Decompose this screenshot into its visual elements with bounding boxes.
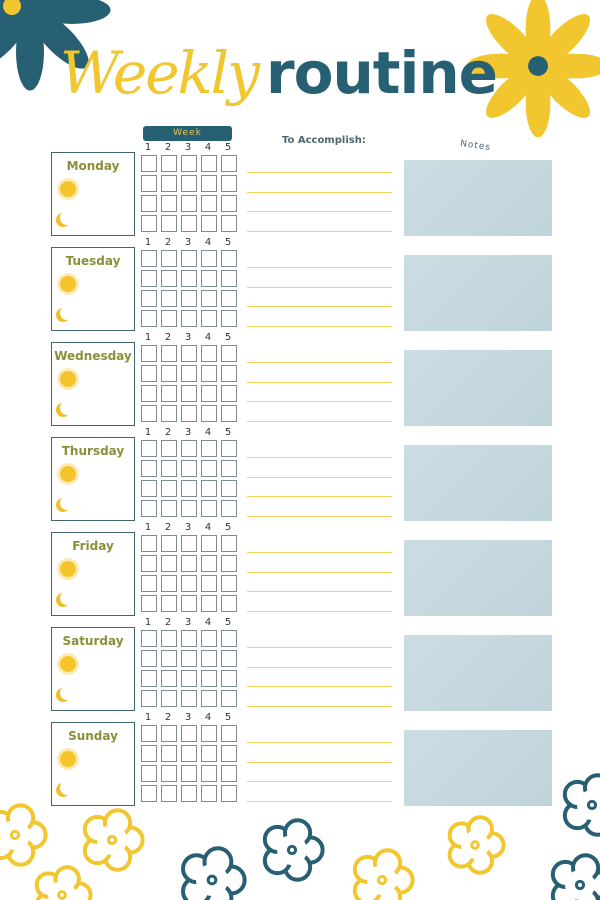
task-line[interactable]: [247, 401, 392, 402]
checkbox[interactable]: [161, 290, 177, 307]
moon-icon: [60, 401, 74, 415]
task-line[interactable]: [247, 211, 392, 212]
checkbox[interactable]: [201, 290, 217, 307]
checkbox[interactable]: [161, 385, 177, 402]
sun-icon: [60, 181, 76, 197]
task-line[interactable]: [247, 306, 392, 307]
checkbox[interactable]: [161, 480, 177, 497]
checkbox[interactable]: [161, 535, 177, 552]
week-number: 1: [144, 712, 152, 723]
day-box: [51, 532, 135, 616]
day-row-friday: [0, 522, 600, 627]
week-number: 5: [224, 332, 232, 343]
checkbox[interactable]: [181, 480, 197, 497]
checkbox[interactable]: [141, 250, 157, 267]
task-line[interactable]: [247, 781, 392, 782]
day-row-tuesday: [0, 237, 600, 342]
notes-panel[interactable]: [404, 350, 552, 426]
checkbox[interactable]: [221, 500, 237, 517]
checkbox[interactable]: [201, 215, 217, 232]
day-name: Monday: [66, 159, 120, 173]
checkbox[interactable]: [221, 195, 237, 212]
task-line[interactable]: [247, 516, 392, 517]
checkbox[interactable]: [201, 745, 217, 762]
checkbox[interactable]: [221, 555, 237, 572]
flower-icon: [37, 867, 91, 900]
checkbox[interactable]: [181, 535, 197, 552]
checkbox[interactable]: [161, 365, 177, 382]
checkbox[interactable]: [201, 725, 217, 742]
day-box: [51, 722, 135, 806]
checkbox[interactable]: [181, 555, 197, 572]
day-box: [51, 342, 135, 426]
checkbox[interactable]: [181, 630, 197, 647]
checkbox[interactable]: [181, 785, 197, 802]
week-number: 1: [144, 142, 152, 153]
week-number: 5: [224, 237, 232, 248]
sun-icon: [60, 371, 76, 387]
checkbox[interactable]: [161, 215, 177, 232]
flower-icon: [265, 820, 323, 879]
checkbox[interactable]: [201, 630, 217, 647]
checkbox[interactable]: [141, 500, 157, 517]
checkbox[interactable]: [181, 405, 197, 422]
checkbox[interactable]: [141, 290, 157, 307]
title-weekly: Weekly: [60, 39, 258, 107]
checkbox[interactable]: [221, 365, 237, 382]
checkbox[interactable]: [201, 785, 217, 802]
checkbox[interactable]: [161, 310, 177, 327]
notes-panel[interactable]: [404, 445, 552, 521]
week-header: Week: [143, 126, 232, 141]
checkbox[interactable]: [201, 500, 217, 517]
task-line[interactable]: [247, 647, 392, 648]
page-title: [60, 38, 497, 108]
checkbox[interactable]: [181, 765, 197, 782]
week-number: 2: [164, 332, 172, 343]
moon-icon: [60, 686, 74, 700]
checkbox[interactable]: [161, 670, 177, 687]
checkbox[interactable]: [161, 270, 177, 287]
flower-icon: [85, 810, 143, 869]
day-box: [51, 152, 135, 236]
checkbox[interactable]: [221, 250, 237, 267]
checkbox[interactable]: [161, 785, 177, 802]
checkbox[interactable]: [181, 595, 197, 612]
week-number: 2: [164, 712, 172, 723]
checkbox[interactable]: [221, 215, 237, 232]
day-box: [51, 437, 135, 521]
checkbox[interactable]: [181, 500, 197, 517]
checkbox[interactable]: [201, 405, 217, 422]
task-line[interactable]: [247, 382, 392, 383]
moon-icon: [60, 591, 74, 605]
checkbox[interactable]: [181, 725, 197, 742]
checkbox[interactable]: [141, 345, 157, 362]
checkbox[interactable]: [221, 440, 237, 457]
checkbox[interactable]: [221, 385, 237, 402]
week-number: 4: [204, 522, 212, 533]
checkbox[interactable]: [201, 460, 217, 477]
task-line[interactable]: [247, 611, 392, 612]
task-line[interactable]: [247, 172, 392, 173]
checkbox[interactable]: [141, 480, 157, 497]
checkbox[interactable]: [161, 345, 177, 362]
task-line[interactable]: [247, 762, 392, 763]
week-number: 2: [164, 427, 172, 438]
moon-icon: [60, 306, 74, 320]
checkbox[interactable]: [221, 765, 237, 782]
day-name: Thursday: [61, 444, 125, 458]
checkbox[interactable]: [141, 460, 157, 477]
checkbox[interactable]: [141, 725, 157, 742]
week-number: 4: [204, 142, 212, 153]
week-number: 4: [204, 712, 212, 723]
checkbox[interactable]: [141, 670, 157, 687]
checkbox[interactable]: [201, 555, 217, 572]
checkbox[interactable]: [141, 175, 157, 192]
checkbox[interactable]: [141, 365, 157, 382]
checkbox[interactable]: [181, 310, 197, 327]
checkbox[interactable]: [161, 440, 177, 457]
checkbox[interactable]: [161, 405, 177, 422]
checkbox[interactable]: [201, 765, 217, 782]
checkbox[interactable]: [141, 310, 157, 327]
day-name: Wednesday: [54, 349, 132, 363]
notes-panel[interactable]: [404, 635, 552, 711]
checkbox[interactable]: [221, 595, 237, 612]
checkbox[interactable]: [181, 365, 197, 382]
week-number: 2: [164, 522, 172, 533]
checkbox[interactable]: [201, 440, 217, 457]
checkbox[interactable]: [201, 365, 217, 382]
checkbox[interactable]: [221, 405, 237, 422]
checkbox[interactable]: [161, 175, 177, 192]
checkbox[interactable]: [141, 535, 157, 552]
day-row-sunday: [0, 712, 600, 817]
day-row-wednesday: [0, 332, 600, 437]
checkbox[interactable]: [201, 535, 217, 552]
checkbox[interactable]: [181, 650, 197, 667]
checkbox[interactable]: [221, 290, 237, 307]
checkbox[interactable]: [201, 480, 217, 497]
checkbox[interactable]: [221, 725, 237, 742]
checkbox[interactable]: [221, 460, 237, 477]
checkbox[interactable]: [181, 195, 197, 212]
checkbox[interactable]: [181, 460, 197, 477]
task-line[interactable]: [247, 591, 392, 592]
moon-icon: [60, 496, 74, 510]
task-line[interactable]: [247, 192, 392, 193]
checkbox[interactable]: [161, 765, 177, 782]
checkbox[interactable]: [221, 575, 237, 592]
checkbox[interactable]: [141, 595, 157, 612]
checkbox[interactable]: [201, 385, 217, 402]
week-number: 5: [224, 617, 232, 628]
checkbox[interactable]: [181, 745, 197, 762]
sun-icon: [60, 561, 76, 577]
checkbox[interactable]: [161, 500, 177, 517]
task-line[interactable]: [247, 552, 392, 553]
checkbox[interactable]: [201, 250, 217, 267]
checkbox[interactable]: [161, 725, 177, 742]
checkbox[interactable]: [221, 670, 237, 687]
checkbox[interactable]: [221, 785, 237, 802]
checkbox[interactable]: [181, 670, 197, 687]
day-box: [51, 247, 135, 331]
week-number: 3: [184, 617, 192, 628]
checkbox[interactable]: [221, 310, 237, 327]
day-name: Tuesday: [65, 254, 121, 268]
checkbox[interactable]: [161, 195, 177, 212]
moon-icon: [60, 211, 74, 225]
checkbox[interactable]: [201, 310, 217, 327]
checkbox[interactable]: [141, 630, 157, 647]
week-number: 5: [224, 712, 232, 723]
week-number: 4: [204, 427, 212, 438]
notes-panel[interactable]: [404, 255, 552, 331]
checkbox[interactable]: [181, 575, 197, 592]
to-accomplish-header: To Accomplish:: [282, 135, 366, 146]
checkbox[interactable]: [181, 345, 197, 362]
flower-icon: [553, 855, 600, 900]
checkbox[interactable]: [221, 690, 237, 707]
checkbox[interactable]: [161, 250, 177, 267]
checkbox[interactable]: [201, 690, 217, 707]
checkbox[interactable]: [201, 195, 217, 212]
week-number: 2: [164, 617, 172, 628]
checkbox[interactable]: [181, 385, 197, 402]
checkbox[interactable]: [181, 290, 197, 307]
checkbox[interactable]: [161, 690, 177, 707]
checkbox[interactable]: [161, 555, 177, 572]
week-number: 3: [184, 142, 192, 153]
checkbox[interactable]: [221, 745, 237, 762]
week-number: 3: [184, 712, 192, 723]
checkbox[interactable]: [161, 155, 177, 172]
checkbox[interactable]: [201, 595, 217, 612]
day-name: Friday: [72, 539, 114, 553]
week-number: 4: [204, 237, 212, 248]
task-line[interactable]: [247, 326, 392, 327]
checkbox[interactable]: [221, 155, 237, 172]
title-routine: routine: [266, 39, 497, 107]
task-line[interactable]: [247, 572, 392, 573]
task-line[interactable]: [247, 496, 392, 497]
week-number: 5: [224, 142, 232, 153]
day-box: [51, 627, 135, 711]
flower-icon: [355, 850, 413, 900]
sun-icon: [60, 276, 76, 292]
task-line[interactable]: [247, 421, 392, 422]
notes-panel[interactable]: [404, 540, 552, 616]
notes-panel[interactable]: [404, 160, 552, 236]
checkbox[interactable]: [141, 555, 157, 572]
checkbox[interactable]: [181, 155, 197, 172]
checkbox[interactable]: [221, 480, 237, 497]
task-line[interactable]: [247, 686, 392, 687]
day-name: Saturday: [62, 634, 124, 648]
checkbox[interactable]: [141, 440, 157, 457]
checkbox[interactable]: [141, 385, 157, 402]
task-line[interactable]: [247, 231, 392, 232]
week-number: 1: [144, 427, 152, 438]
checkbox[interactable]: [141, 155, 157, 172]
week-number: 4: [204, 617, 212, 628]
task-line[interactable]: [247, 742, 392, 743]
checkbox[interactable]: [141, 215, 157, 232]
checkbox[interactable]: [141, 745, 157, 762]
checkbox[interactable]: [141, 785, 157, 802]
week-number: 5: [224, 427, 232, 438]
week-number: 1: [144, 332, 152, 343]
checkbox[interactable]: [201, 175, 217, 192]
week-number: 1: [144, 522, 152, 533]
checkbox[interactable]: [221, 535, 237, 552]
task-line[interactable]: [247, 477, 392, 478]
week-number: 4: [204, 332, 212, 343]
checkbox[interactable]: [201, 670, 217, 687]
checkbox[interactable]: [181, 175, 197, 192]
checkbox[interactable]: [161, 745, 177, 762]
week-number: 1: [144, 237, 152, 248]
task-line[interactable]: [247, 801, 392, 802]
week-number: 5: [224, 522, 232, 533]
task-line[interactable]: [247, 267, 392, 268]
checkbox[interactable]: [141, 195, 157, 212]
task-line[interactable]: [247, 667, 392, 668]
checkbox[interactable]: [141, 270, 157, 287]
notes-header: Notes: [459, 138, 492, 154]
moon-icon: [60, 781, 74, 795]
checkbox[interactable]: [161, 460, 177, 477]
day-row-saturday: [0, 617, 600, 722]
checkbox[interactable]: [161, 595, 177, 612]
checkbox[interactable]: [161, 650, 177, 667]
notes-panel[interactable]: [404, 730, 552, 806]
checkbox[interactable]: [201, 155, 217, 172]
checkbox[interactable]: [221, 345, 237, 362]
checkbox[interactable]: [141, 405, 157, 422]
checkbox[interactable]: [141, 690, 157, 707]
week-number: 3: [184, 522, 192, 533]
checkbox[interactable]: [141, 765, 157, 782]
task-line[interactable]: [247, 706, 392, 707]
checkbox[interactable]: [221, 630, 237, 647]
sun-icon: [60, 466, 76, 482]
week-number: 3: [184, 427, 192, 438]
checkbox[interactable]: [181, 250, 197, 267]
task-line[interactable]: [247, 287, 392, 288]
checkbox[interactable]: [181, 215, 197, 232]
checkbox[interactable]: [161, 575, 177, 592]
checkbox[interactable]: [221, 270, 237, 287]
week-number: 2: [164, 142, 172, 153]
checkbox[interactable]: [221, 175, 237, 192]
day-name: Sunday: [68, 729, 118, 743]
task-line[interactable]: [247, 362, 392, 363]
checkbox[interactable]: [201, 345, 217, 362]
week-number: 2: [164, 237, 172, 248]
checkbox[interactable]: [181, 690, 197, 707]
checkbox[interactable]: [181, 440, 197, 457]
checkbox[interactable]: [161, 630, 177, 647]
checkbox[interactable]: [201, 270, 217, 287]
checkbox[interactable]: [141, 650, 157, 667]
week-number: 3: [184, 332, 192, 343]
day-row-thursday: [0, 427, 600, 532]
flower-icon: [183, 848, 245, 900]
checkbox[interactable]: [221, 650, 237, 667]
task-line[interactable]: [247, 457, 392, 458]
checkbox[interactable]: [141, 575, 157, 592]
sun-icon: [60, 751, 76, 767]
checkbox[interactable]: [201, 650, 217, 667]
week-number: 3: [184, 237, 192, 248]
week-number: 1: [144, 617, 152, 628]
sun-icon: [60, 656, 76, 672]
flower-icon: [450, 817, 504, 872]
checkbox[interactable]: [201, 575, 217, 592]
checkbox[interactable]: [181, 270, 197, 287]
